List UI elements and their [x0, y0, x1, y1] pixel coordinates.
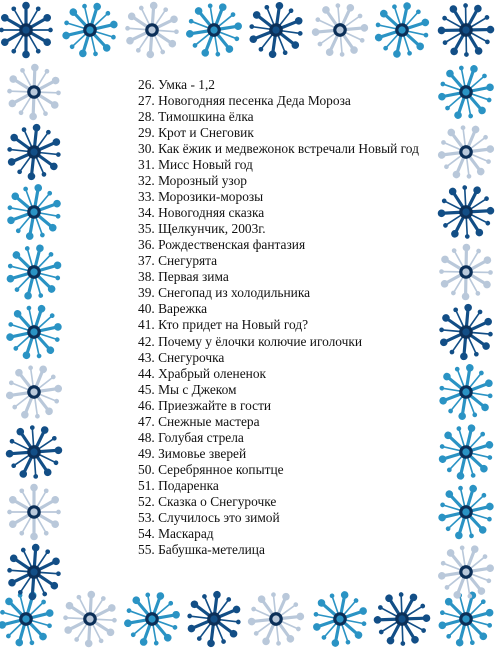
- list-item: 26. Умка - 1,2: [138, 77, 216, 92]
- list-item: 48. Голубая стрела: [138, 429, 244, 445]
- snowflake-icon: [439, 243, 494, 300]
- list-item: 41. Кто придет на Новый год?: [138, 317, 309, 333]
- list-item: 37. Снегурята: [138, 253, 218, 269]
- snowflake-icon: [429, 0, 502, 68]
- snowflake-icon: [6, 63, 62, 121]
- list-item: 47. Снежные мастера: [138, 413, 260, 429]
- cartoon-list: [138, 77, 443, 558]
- list-item: 40. Варежка: [138, 301, 208, 317]
- list-item: 36. Рождественская фантазия: [138, 237, 306, 253]
- snowflake-icon: [123, 0, 180, 60]
- snowflake-icon: [1, 238, 67, 306]
- snowflake-icon: [437, 301, 495, 362]
- snowflake-icon: [370, 0, 434, 63]
- list-item: 49. Зимовье зверей: [138, 445, 247, 461]
- snowflake-icon: [434, 418, 499, 485]
- list-item: 54. Маскарад: [138, 525, 214, 541]
- list-item: 31. Мисс Новый год: [138, 157, 253, 173]
- snowflake-icon: [4, 121, 63, 183]
- list-item: 33. Морозики-морозы: [138, 189, 264, 205]
- snowflake-icon: [0, 415, 71, 489]
- snowflake-icon: [435, 360, 497, 424]
- snowflake-icon: [0, 297, 68, 367]
- snowflake-icon: [0, 356, 69, 429]
- list-item: 27. Новогодняя песенка Деда Мороза: [138, 93, 351, 109]
- list-item: 42. Почему у ёлочки колючие иголочки: [138, 333, 363, 349]
- list-item: 39. Снегопад из холодильника: [138, 285, 311, 301]
- list-item: 53. Случилось это зимой: [138, 509, 280, 525]
- list-item: 55. Бабушка-метелица: [138, 541, 265, 557]
- list-item: 46. Приезжайте в гости: [138, 397, 272, 413]
- list-item: 29. Крот и Снеговик: [138, 125, 254, 141]
- snowflake-icon: [3, 179, 66, 244]
- snowflake-icon: [365, 581, 439, 649]
- snowflake-icon: [304, 0, 377, 67]
- snowflake-icon: [179, 0, 249, 66]
- list-item: 51. Подаренка: [138, 477, 219, 493]
- snowflake-icon: [433, 585, 499, 649]
- snowflake-icon: [246, 0, 307, 62]
- snowflake-icon: [62, 589, 119, 648]
- list-item: 34. Новогодняя сказка: [138, 205, 265, 221]
- list-item: 44. Храбрый олененок: [138, 365, 267, 381]
- list-item: 32. Морозный узор: [138, 173, 248, 189]
- snowflake-icon: [7, 484, 61, 541]
- list-item: 52. Сказка о Снегурочке: [138, 493, 277, 509]
- snowflake-icon: [0, 2, 53, 59]
- list-item: 28. Тимошкина ёлка: [138, 109, 254, 125]
- snowflake-icon: [56, 0, 124, 65]
- snowflake-icon: [240, 582, 312, 649]
- list-item: 38. Первая зима: [138, 269, 229, 285]
- list-item: 30. Как ёжик и медвежонок встречали Новый год: [138, 141, 419, 157]
- list-item: 35. Щелкунчик, 2003г.: [138, 221, 266, 237]
- list-item: 50. Серебрянное копытце: [138, 461, 284, 477]
- snowflake-icon: [117, 583, 187, 649]
- list-item: 45. Мы с Джеком: [138, 381, 237, 397]
- snowflake-icon: [5, 542, 62, 602]
- list-item: 43. Снегурочка: [138, 349, 225, 365]
- snowflake-icon: [184, 588, 244, 649]
- snowflake-icon: [308, 586, 371, 649]
